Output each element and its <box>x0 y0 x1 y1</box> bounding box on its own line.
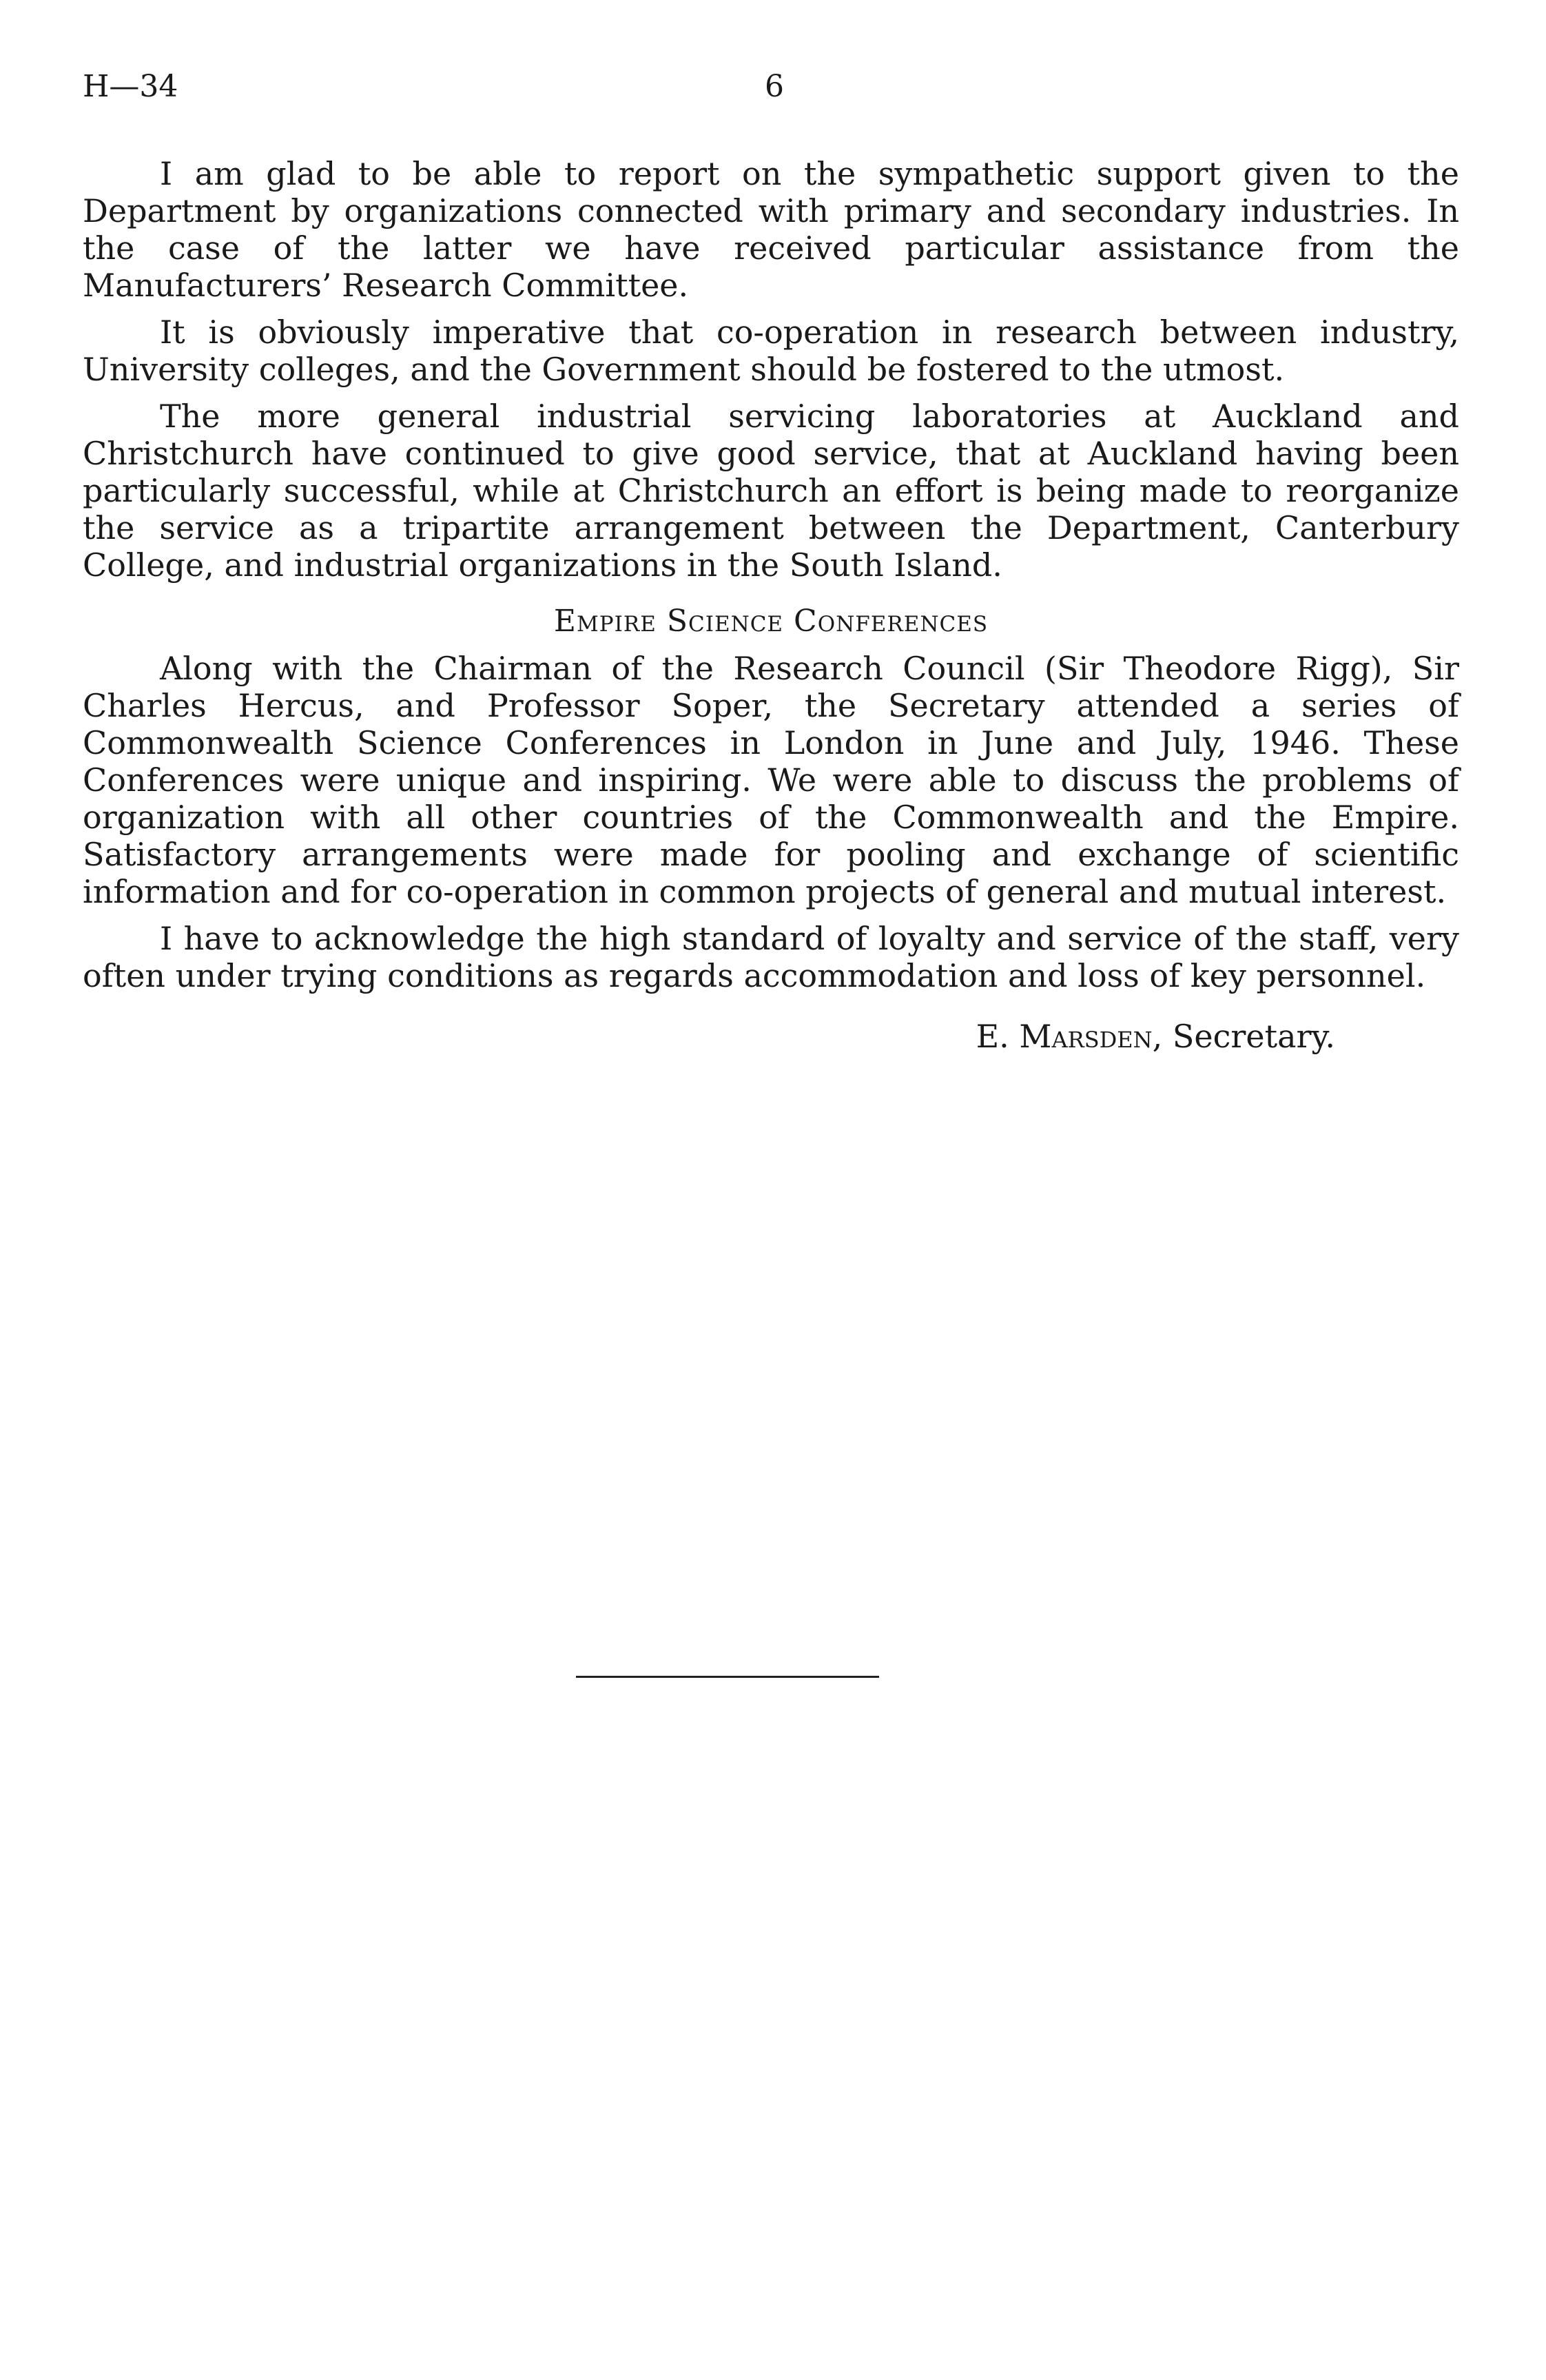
paragraph-conferences: Along with the Chairman of the Research Council (Sir Theodore Rigg), Sir Charles Hercus, and Professor Soper, the Secretary attended a series of Commonwealth Science Conferences in London in June and July, 1946. These Conferences were unique and inspiring. We were able to discuss the problems of organization with all other countries of the Commonwealth and the Empire. Satisfactory arrangements were made for pooling and exchange of scientific information and for co-operation in common projects of general and mutual interest. <box>83 650 1459 910</box>
paragraph-staff-acknowledgement: I have to acknowledge the high standard of loyalty and service of the staff, very often under trying conditions as regards accommodation and loss of key personnel. <box>83 920 1459 994</box>
paragraph-industry-support: I am glad to be able to report on the sympathetic support given to the Department by organizations connected with primary and secondary industries. In the case of the latter we have received particular assistance from the Manufacturers’ Research Committee. <box>83 155 1459 304</box>
signature-name: E. Marsden <box>976 1018 1153 1055</box>
signature-separator: , <box>1152 1018 1173 1055</box>
page-header <box>83 69 1461 117</box>
section-heading: Empire Science Conferences <box>553 604 989 639</box>
signature <box>83 1018 1335 1055</box>
closing-rule <box>576 1676 879 1678</box>
document-reference: H—34 <box>83 69 178 104</box>
paragraph-cooperation: It is obviously imperative that co-operation in research between industry, University colleges, and the Government should be fostered to the utmost. <box>83 314 1459 388</box>
signature-title: Secretary. <box>1172 1018 1335 1055</box>
page-number: 6 <box>765 69 784 104</box>
paragraph-servicing-laboratories: The more general industrial servicing laboratories at Auckland and Christchurch have continued to give good service, that at Auckland having been particularly successful, while at Christchurch an effort is being made to reorganize the service as a tripartite arrangement between the Department, Canterbury College, and industrial organizations in the South Island. <box>83 398 1459 584</box>
document-body <box>83 155 1459 1055</box>
